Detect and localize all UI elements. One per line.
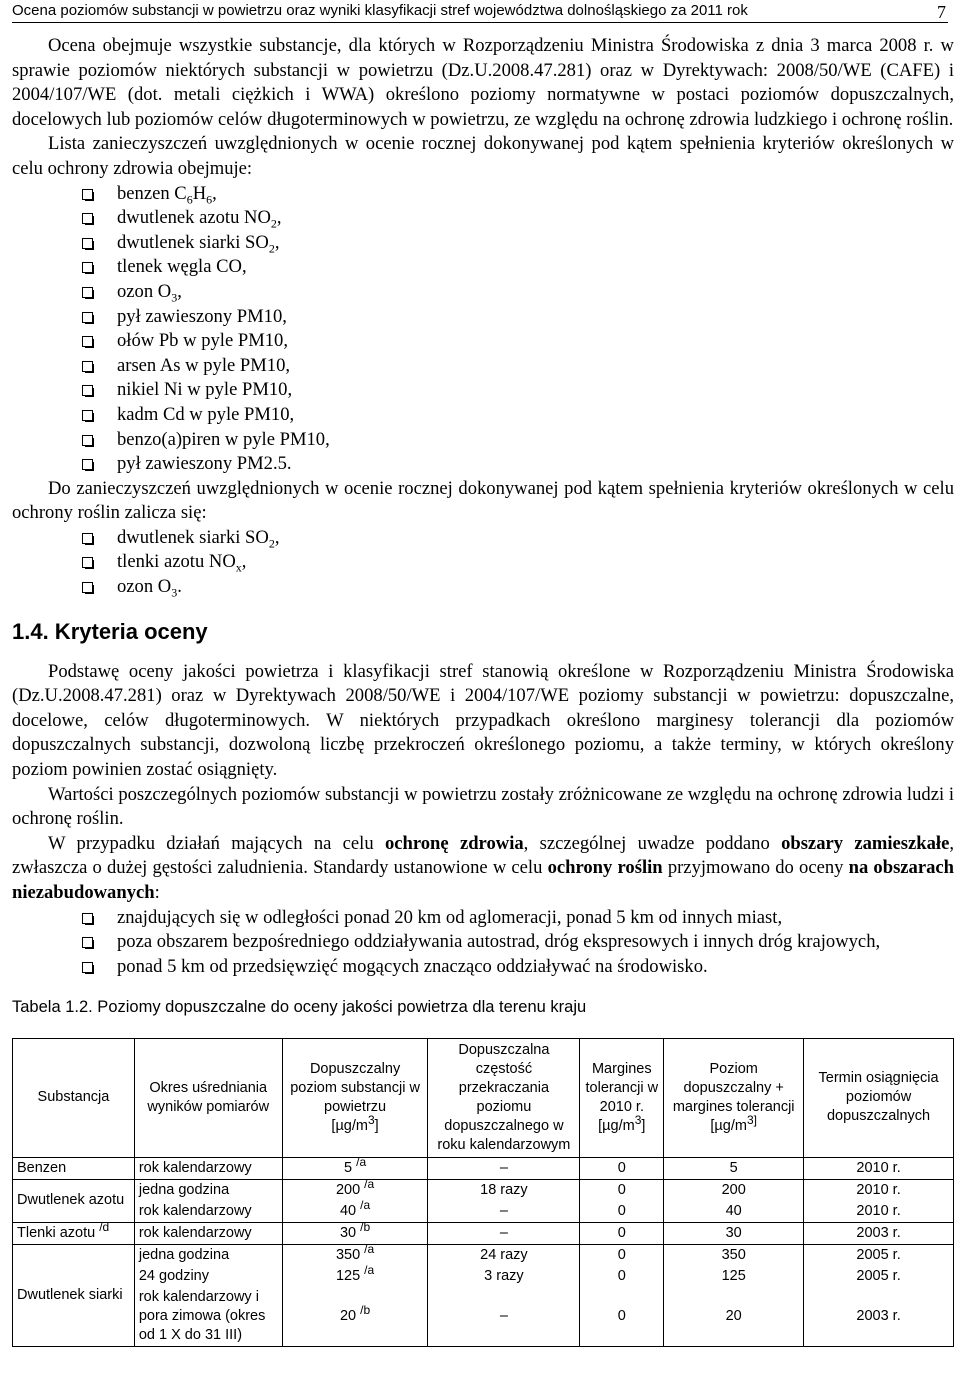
- section-heading: 1.4. Kryteria oceny: [12, 618, 208, 644]
- header-czestosc: Dopuszczalna częstość przekraczania poziomu dopuszczalnego w roku kalendarzowym: [428, 1038, 580, 1157]
- list-item: ponad 5 km od przedsięwzięć mogących znacząco oddziaływać na środowisko.: [12, 955, 954, 980]
- checkbox-bullet-icon: [82, 312, 93, 323]
- list-item: pył zawieszony PM2.5.: [12, 452, 954, 477]
- header-margines: Margines tolerancji w 2010 r. $[\mu g/m^3]$: [580, 1038, 664, 1157]
- list-item: ołów Pb w pyle PM10,: [12, 329, 954, 354]
- intro-paragraph-3: Do zanieczyszczeń uwzględnionych w ocenie rocznej dokonywanej pod kątem spełnienia kryteriów określonych w celu ochrony roślin zalicza się:: [12, 477, 954, 524]
- list-item: ozon $O_3$,: [12, 280, 954, 305]
- list-item: pył zawieszony PM10,: [12, 305, 954, 330]
- health-pollutant-list: [12, 182, 954, 477]
- list-item: dwutlenek siarki $SO_2$,: [12, 231, 954, 256]
- list-item: nikiel Ni w pyle PM10,: [12, 378, 954, 403]
- header-okres: Okres uśredniania wyników pomiarów: [134, 1038, 282, 1157]
- checkbox-bullet-icon: [82, 336, 93, 347]
- list-item: poza obszarem bezpośredniego oddziaływania autostrad, dróg ekspresowych i innych dróg krajowych,: [12, 930, 954, 955]
- section-paragraph-2: Wartości poszczególnych poziomów substancji w powietrzu zostały zróżnicowane ze względu na ochronę zdrowia ludzi i ochronę roślin.: [12, 783, 954, 830]
- list-item: dwutlenek azotu $NO_2$,: [12, 206, 954, 231]
- checkbox-bullet-icon: [82, 937, 93, 948]
- checkbox-bullet-icon: [82, 410, 93, 421]
- table-row: rok kalendarzowy i pora zimowa (okres od 1 X do 31 III) 20 $^{/b}$ – 0 20 2003 r.: [13, 1287, 954, 1347]
- table-header-row: [13, 1038, 954, 1157]
- list-item: benzen $C_6H_6$,: [12, 182, 954, 207]
- checkbox-bullet-icon: [82, 962, 93, 973]
- checkbox-bullet-icon: [82, 385, 93, 396]
- plants-pollutant-list: [12, 526, 954, 600]
- header-dopuszczalny: Dopuszczalny poziom substancji w powietrzu $[\mu g/m^3]$: [282, 1038, 428, 1157]
- checkbox-bullet-icon: [82, 238, 93, 249]
- intro-paragraph-1: Ocena obejmuje wszystkie substancje, dla których w Rozporządzeniu Ministra Środowiska z dnia 3 marca 2008 r. w sprawie poziomów niektórych substancji w powietrzu (Dz.U.2008.47.281) oraz w Dyrektywach: 2008/50/WE (CAFE) i 2004/107/WE (dot. metali ciężkich i WWA) określono poziomy normatywne w postaci poziomów dopuszczalnych, docelowych lub poziomów celów długoterminowych w powietrzu, ze względu na ochronę zdrowia ludzkiego i ochronę roślin.: [12, 35, 954, 130]
- list-item: tlenki azotu $NO_x$,: [12, 550, 954, 575]
- checkbox-bullet-icon: [82, 533, 93, 544]
- intro-paragraph-2: Lista zanieczyszczeń uwzględnionych w ocenie rocznej dokonywanej pod kątem spełnienia kryteriów określonych w celu ochrony zdrowia obejmuje:: [12, 133, 954, 179]
- list-item: kadm Cd w pyle PM10,: [12, 403, 954, 428]
- table-row: Tlenki azotu $^{/d}$ rok kalendarzowy 30 $^{/b}$ – 0 30 2003 r.: [13, 1222, 954, 1244]
- undeveloped-area-list: [12, 906, 954, 980]
- table-caption: Tabela 1.2. Poziomy dopuszczalne do oceny jakości powietrza dla terenu kraju: [12, 998, 587, 1017]
- section-paragraph-3: W przypadku działań mających na celu ochronę zdrowia, szczególnej uwadze poddano obszary zamieszkałe, zwłaszcza o dużej gęstości zaludnienia. Standardy ustanowione w celu ochrony roślin przyjmowano do oceny na obszarach niezabudowanych:: [12, 832, 954, 903]
- header-termin: Termin osiągnięcia poziomów dopuszczalnych: [804, 1038, 954, 1157]
- checkbox-bullet-icon: [82, 459, 93, 470]
- checkbox-bullet-icon: [82, 435, 93, 446]
- checkbox-bullet-icon: [82, 262, 93, 273]
- checkbox-bullet-icon: [82, 189, 93, 200]
- list-item: tlenek węgla CO,: [12, 255, 954, 280]
- table-row: Dwutlenek azotu jedna godzina 200 $^{/a}$ 18 razy 0 200 2010 r.: [13, 1179, 954, 1201]
- section-paragraph-1: Podstawę oceny jakości powietrza i klasyfikacji stref stanowią określone w Rozporządzeniu Ministra Środowiska (Dz.U.2008.47.281) oraz w Dyrektywach 2008/50/WE i 2004/107/WE poziomy substancji w powietrzu: dopuszczalne, docelowe, celów długoterminowych. W niektórych przypadkach określono marginesy tolerancji dla poziomów dopuszczalnych substancji, dozwoloną liczbę przekroczeń określonego poziomu, a także terminy, w których określony poziom powinien zostać osiągnięty.: [12, 660, 954, 781]
- list-item: znajdujących się w odległości ponad 20 km od aglomeracji, ponad 5 km od innych miast,: [12, 906, 954, 931]
- page-header: [12, 0, 948, 23]
- document-body: [12, 34, 954, 1347]
- list-item: arsen As w pyle PM10,: [12, 354, 954, 379]
- list-item: benzo(a)piren w pyle PM10,: [12, 428, 954, 453]
- checkbox-bullet-icon: [82, 913, 93, 924]
- table-row: Dwutlenek siarki jedna godzina 350 $^{/a}$ 24 razy 0 350 2005 r.: [13, 1244, 954, 1266]
- list-item: dwutlenek siarki $SO_2$,: [12, 526, 954, 551]
- table-row: rok kalendarzowy 40 $^{/a}$ – 0 40 2010 r.: [13, 1201, 954, 1223]
- table-row: 24 godziny 125 $^{/a}$ 3 razy 0 125 2005 r.: [13, 1266, 954, 1287]
- page-number: 7: [937, 2, 946, 22]
- list-item: ozon $O_3$.: [12, 575, 954, 600]
- table-row: Benzen rok kalendarzowy 5 $^{/a}$ – 0 5 2010 r.: [13, 1157, 954, 1179]
- checkbox-bullet-icon: [82, 287, 93, 298]
- checkbox-bullet-icon: [82, 557, 93, 568]
- checkbox-bullet-icon: [82, 582, 93, 593]
- checkbox-bullet-icon: [82, 213, 93, 224]
- limit-values-table: [12, 1038, 954, 1347]
- header-substancja: Substancja: [13, 1038, 135, 1157]
- header-title: Ocena poziomów substancji w powietrzu oraz wyniki klasyfikacji stref województwa dolnośląskiego za 2011 rok: [12, 2, 748, 19]
- header-poziom-margines: Poziom dopuszczalny + margines tolerancji [$\mu g/m^{3]}$: [664, 1038, 804, 1157]
- checkbox-bullet-icon: [82, 361, 93, 372]
